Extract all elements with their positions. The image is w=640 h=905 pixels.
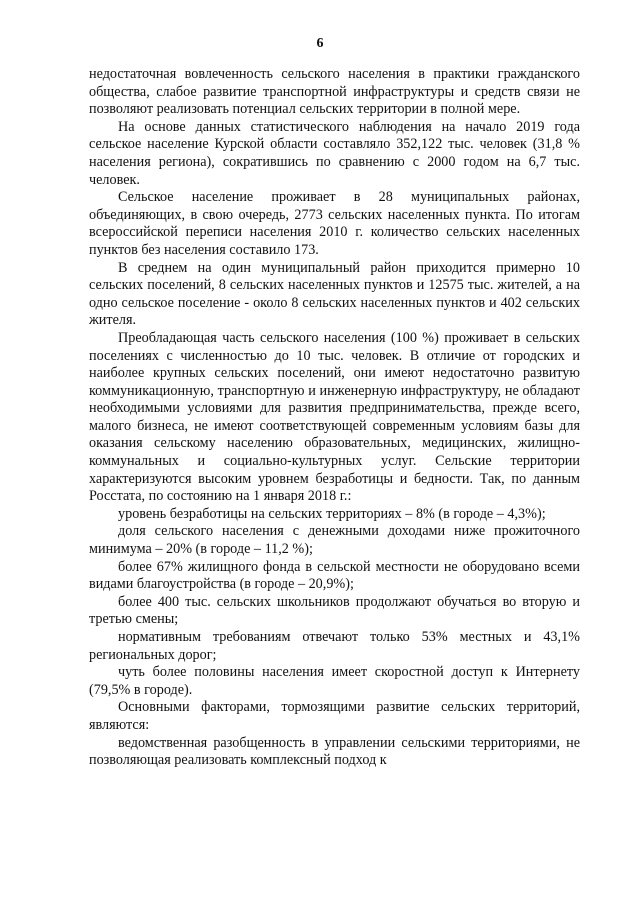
paragraph-main-factors: Основными факторами, тормозящими развитие сельских территорий, являются: — [89, 699, 580, 733]
paragraph-average-per-district: В среднем на один муниципальный район приходится примерно 10 сельских поселений, 8 сельских населенных пунктов и 12575 тыс. жителей, а на одно сельское поселение - около 8 сельских населенных пунктов и 402 сельских жителя. — [89, 259, 580, 329]
list-item-income-below-minimum: доля сельского населения с денежными доходами ниже прожиточного минимума – 20% (в городе – 11,2 %); — [89, 523, 580, 558]
paragraph-municipal-districts: Сельское население проживает в 28 муниципальных районах, объединяющих, в свою очередь, 2773 сельских населенных пункта. По итогам всероссийской переписи населения 2010 г. количество сельских населенных пунктов без населения составило 173. — [89, 189, 580, 258]
list-item-departmental-fragmentation: ведомственная разобщенность в управлении сельскими территориями, не позволяющая реализовать комплексный подход к — [89, 734, 580, 769]
list-item-internet-access: чуть более половины населения имеет скоростной доступ к Интернету (79,5% в городе). — [89, 664, 580, 698]
list-item-roads: нормативным требованиям отвечают только 53% местных и 43,1% региональных дорог; — [89, 629, 580, 663]
list-item-unemployment: уровень безработицы на сельских территориях – 8% (в городе – 4,3%); — [118, 505, 546, 522]
paragraph-population-2019: На основе данных статистического наблюдения на начало 2019 года сельское население Курской области составляло 352,122 тыс. человек (31,8 % населения региона), сократившись по сравнению с 2000 годом на 6,7 тыс. человек. — [89, 118, 580, 188]
page-number: 6 — [316, 36, 324, 51]
paragraph-continuation: недостаточная вовлеченность сельского населения в практики гражданского общества, слабое развитие транспортной инфраструктуры и средств связи не позволяют реализовать потенциал сельских территории в полной мере. — [89, 66, 580, 118]
paragraph-rural-settlements: Преобладающая часть сельского населения (100 %) проживает в сельских поселениях с численностью до 10 тыс. человек. В отличие от городских и наиболее крупных сельских поселений, они имеют недостаточно развитую коммуникационную, транспортную и инженерную инфраструктуру, не обладают необходимыми условиями для развития предпринимательства, прежде всего, малого бизнеса, не имеют соответствующей современным условиям базы для оказания сельскому населению образовательных, медицинских, жилищно-коммунальных и социально-культурных услуг. Сельские территории характеризуются высоким уровнем безработицы и бедности. Так, по данным Росстата, по состоянию на 1 января 2018 г.: — [89, 329, 580, 505]
list-item-housing-amenities: более 67% жилищного фонда в сельской местности не оборудовано всеми видами благоустройства (в городе – 20,9%); — [89, 558, 580, 593]
document-body — [89, 66, 580, 770]
list-item-school-shifts: более 400 тыс. сельских школьников продолжают обучаться во вторую и третью смены; — [89, 593, 580, 628]
